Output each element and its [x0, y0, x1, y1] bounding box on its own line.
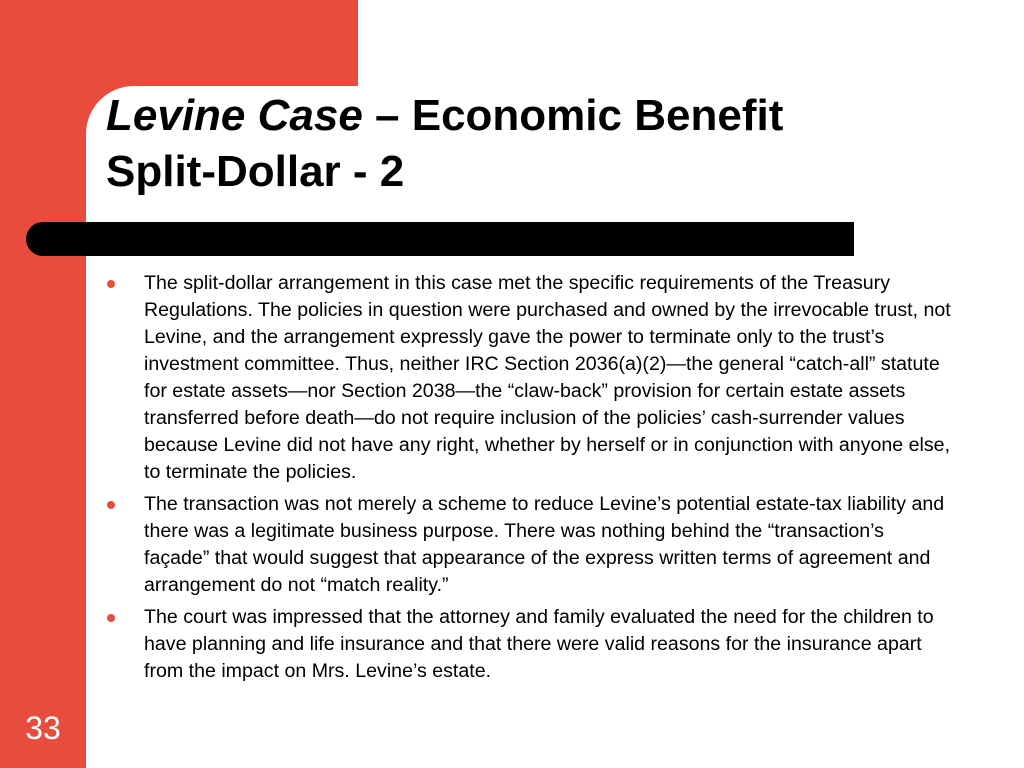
bullet-item-3 — [104, 604, 954, 685]
title-line2: Split-Dollar - 2 — [106, 147, 405, 196]
bullet-dot-icon — [107, 280, 115, 288]
bullet-dot-icon — [107, 501, 115, 509]
accent-left-strip — [0, 0, 86, 768]
title-italic-part: Levine Case — [106, 91, 363, 140]
bullet-item-2 — [104, 491, 954, 599]
bullet-text-1: The split-dollar arrangement in this case met the specific requirements of the Treasury Regulations. The policies in question were purchased and owned by the irrevocable trust, not Levine, and the arrangement expressly gave the power to terminate only to the trust’s investment committee. Thus, neither IRC Section 2036(a)(2)—the general “catch-all” statute for estate assets—nor Section 2038—the “claw-back” provision for certain estate assets transferred before death—do not require inclusion of the policies’ cash-surrender values because Levine did not have any right, whether by herself or in conjunction with anyone else, to terminate the policies. — [144, 272, 951, 483]
bullet-dot-icon — [107, 614, 115, 622]
title-rest-line1: – Economic Benefit — [362, 91, 784, 140]
slide-title — [106, 88, 986, 200]
title-divider-bar — [26, 222, 854, 256]
bullet-item-1 — [104, 270, 954, 486]
slide-number: 33 — [25, 710, 61, 746]
bullet-text-2: The transaction was not merely a scheme to reduce Levine’s potential estate-tax liability and there was a legitimate business purpose. There was nothing behind the “transaction’s façade” that would suggest that appearance of the express written terms of agreement and arrangement do not “match reality.” — [144, 493, 945, 596]
bullet-text-3: The court was impressed that the attorney and family evaluated the need for the children to have planning and life insurance and that there were valid reasons for the insurance apart from the impact on Mrs. Levine’s estate. — [144, 606, 934, 682]
bullet-list — [104, 270, 954, 690]
